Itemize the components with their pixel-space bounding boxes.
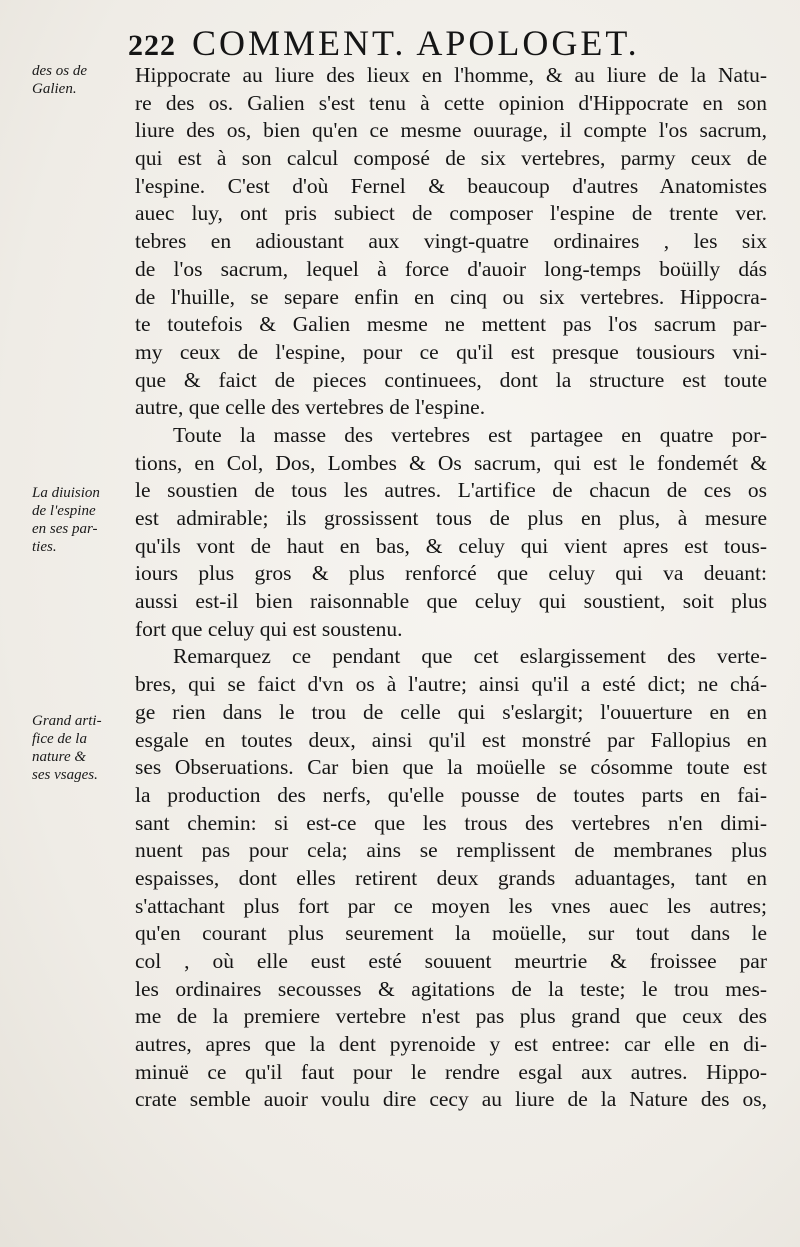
running-title: COMMENT. APOLOGET. [192,23,640,63]
text-line: la production des nerfs, qu'elle pousse de toutes parts en fai- [135,782,767,807]
text-line: me de la premiere vertebre n'est pas plus grand que ceux des [135,1004,767,1029]
text-line: est admirable; ils grossissent tous de plus en plus, à mesure [135,506,767,530]
text-line: ge rien dans le trou de celle qui s'eslargit; l'ouuerture en en [135,699,767,724]
margin-note-artifice [32,712,132,784]
margin-note-line: fice de la [32,731,87,747]
text-line: aussi est-il bien raisonnable que celuy qui soustient, soit plus [135,589,767,614]
text-line: les ordinaires secousses & agitations de la teste; le trou mes- [135,976,767,1001]
margin-note-line: Grand arti- [32,713,102,729]
text-line: l'espine. C'est d'où Fernel & beaucoup d'autres Anatomistes [135,173,767,198]
text-line: le soustien de tous les autres. L'artifice de chacun de ces os [135,478,767,503]
text-line: re des os. Galien s'est tenu à cette opinion d'Hippocrate en son [135,90,767,115]
margin-note-line: des os de [32,63,87,79]
text-line: espaisses, dont elles retirent deux grands aduantages, tant en [135,865,767,890]
text-line: iours plus gros & plus renforcé que celuy qui va deuant: [135,561,767,586]
text-line: te toutefois & Galien mesme ne mettent pas l'os sacrum par- [135,312,767,337]
text-line: autre, que celle des vertebres de l'espine. [135,395,486,420]
margin-note-line: Galien. [32,81,77,97]
text-line: de l'huille, se separe enfin en cinq ou six vertebres. Hippocra- [135,284,767,309]
text-line: Hippocrate au liure des lieux en l'homme, & au liure de la Natu- [135,63,767,87]
margin-note-line: en ses par- [32,521,98,537]
text-line: crate semble auoir voulu dire cecy au liure de la Nature des os, [135,1087,767,1112]
text-line: ses Obseruations. Car bien que la moüelle se cósomme toute est [135,755,767,780]
text-line: autres, apres que la dent pyrenoide y est entree: car elle en di- [135,1032,767,1057]
text-line: my ceux de l'espine, pour ce qu'il est presque tousiours vni- [135,339,767,364]
text-line: minuë ce qu'il faut pour le rendre esgal aux autres. Hippo- [135,1059,767,1084]
margin-note-line: ties. [32,539,57,555]
margin-note-division [32,484,132,556]
margin-notes [0,0,130,1247]
text-line: tebres en adioustant aux vingt-quatre ordinaires , les six [135,229,767,254]
margin-note-line: La diuision [32,485,100,501]
text-line: qu'en courant plus seurement la moüelle, sur tout dans le [135,921,767,946]
text-line: de l'os sacrum, lequel à force d'auoir long-temps boüilly dás [135,256,767,281]
text-line: qu'ils vont de haut en bas, & celuy qui vient apres est tous- [135,533,767,558]
text-line: col , où elle eust esté souuent meurtrie & froissee par [135,949,767,973]
page-number: 222 [128,29,176,62]
text-line: qui est à son calcul composé de six vertebres, parmy ceux de [135,146,767,171]
margin-note-galien [32,62,132,98]
text-line: que & faict de pieces continuees, dont la structure est toute [135,367,767,392]
margin-note-line: de l'espine [32,503,96,519]
main-text [135,62,767,1114]
text-line: nuent pas pour cela; ains se remplissent de membranes plus [135,838,767,863]
text-line: Toute la masse des vertebres est partagee en quatre por- [173,422,767,447]
text-line: auec luy, ont pris subiect de composer l'espine de trente ver. [135,201,767,226]
text-line: esgale en toutes deux, ainsi qu'il est monstré par Fallopius en [135,727,767,752]
text-line: liure des os, bien qu'en ce mesme ouurage, il compte l'os sacrum, [135,118,767,143]
text-line: s'attachant plus fort par ce moyen les vnes auec les autres; [135,893,767,918]
text-line: sant chemin: si est-ce que les trous des vertebres n'en dimi- [135,810,767,835]
margin-note-line: nature & [32,749,87,765]
text-line: fort que celuy qui est soustenu. [135,616,403,641]
text-line: bres, qui se faict d'vn os à l'autre; ainsi qu'il a esté dict; ne chá- [135,672,767,697]
text-line: Remarquez ce pendant que cet eslargissement des verte- [173,644,767,669]
margin-note-line: ses vsages. [32,767,98,783]
text-line: tions, en Col, Dos, Lombes & Os sacrum, qui est le fondemét & [135,450,767,475]
